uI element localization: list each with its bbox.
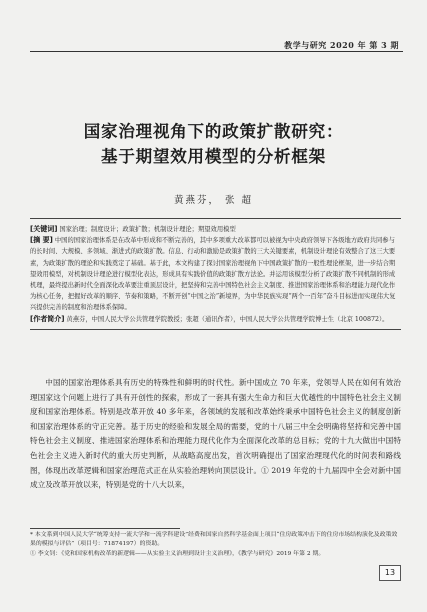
body-paragraph: 中国的国家治理体系具有历史的特殊性和鲜明的时代性。新中国成立 70 年来，党领导人民在如何有效治理国家这个问题上进行了具有开创性的探索，形成了一套具有强大生命力和巨大优越性的中国特色社会主义制度和国家治理体系。特别是改革开放 40 多年来，各领域的发展和改革始终秉承中国特色社会主义的制度创新和国家治理体系的守正完善。基于历史的经验和发展全局的需要，党的十八届三中全会明确将坚持和完善中国特色社会主义制度、推进国家治理体系和治理能力现代化作为全面深化改革的总目标；党的十九大做出中国特色社会主义进入新时代的重大历史判断，从战略高度出发，首次明确提出了国家治理现代化的时间表和路线图，体现出改革逻辑和国家治理范式正在从实验治理转向顶层设计。① 2019 年党的十九届四中全会对新中国成立及改革开放以来，特别是党的十八大以来， (30, 378, 401, 490)
authors: 黄燕芬， 张 超 (173, 195, 254, 206)
keywords-row (30, 224, 401, 235)
footnote-reference: ① 李文钊：《党和国家机构改革的新逻辑——从实验主义治理到设计主义治理》，《教学与研究》2019 年第 2 期。 (30, 551, 325, 557)
article-title-line-1: 国家治理视角下的政策扩散研究： (83, 122, 344, 141)
header-rule (30, 51, 403, 52)
abstract-block (30, 218, 401, 330)
author-info-row (30, 314, 401, 325)
keywords-label: [关键词] (30, 225, 58, 233)
abstract-rule-bottom (30, 329, 401, 330)
issue-label: 2020 年 第 3 期 (330, 40, 399, 50)
abstract-rule-top (30, 218, 401, 219)
keywords-text: 国家治理；制度设计；政策扩散；机制设计理论；期望效用模型 (59, 226, 236, 233)
author-info-label: [作者简介] (30, 314, 65, 323)
article-title-line-2: 基于期望效用模型的分析框架 (101, 147, 326, 166)
abstract-text: 中国的国家治理体系是在改革中形成和不断完善的，其中多项重大改革都可以被视为中央政府领导下各级地方政府共同参与的长时间、大规模、多领域、渐进式的政策扩散。信息、行动和激励是政策扩散的三大关键要素，机制设计理论有效整合了这三大要素，为政策扩散的理论和实践奠定了基础。基于此，本文构建了探讨国家治理视角下中国政策扩散的一般性理论框架，进一步结合期望效用模型，对机制设计理论进行模型化表达，形成具有实践价值的政策扩散方法论。并运用该模型分析了政策扩散不同机制的形成机理，最终提出新时代全面深化改革要注重顶层设计，把坚持和完善中国特色社会主义制度、推进国家治理体系和治理能力现代化作为核心任务，把握好改革的顺序、节奏和策略，不断开创“中国之治”新境界，为中华民族实现“两个一百年”奋斗目标进而实现伟大复兴提供完善的制度和治理体系保障。 (30, 237, 396, 312)
author-info-text: 黄燕芬，中国人民大学公共管理学院教授；张超（通讯作者），中国人民大学公共管理学院博士生（北京 100872）。 (66, 315, 389, 323)
running-head (284, 40, 399, 51)
journal-name: 教学与研究 (284, 40, 327, 50)
footnote-funding: * 本文系到中国人民大学“统筹支持一流大学和一流学科建设”经费和国家自然科学基金面上项目“住房政策冲击下的住房市场结构演化及政策效果的模拟与评估”（项目号：71874197）的资助。 (30, 532, 398, 548)
abstract-row (30, 235, 401, 313)
footnote-rule (30, 528, 180, 529)
abstract-label: [摘 要] (30, 236, 53, 245)
page-number: 13 (379, 565, 401, 581)
